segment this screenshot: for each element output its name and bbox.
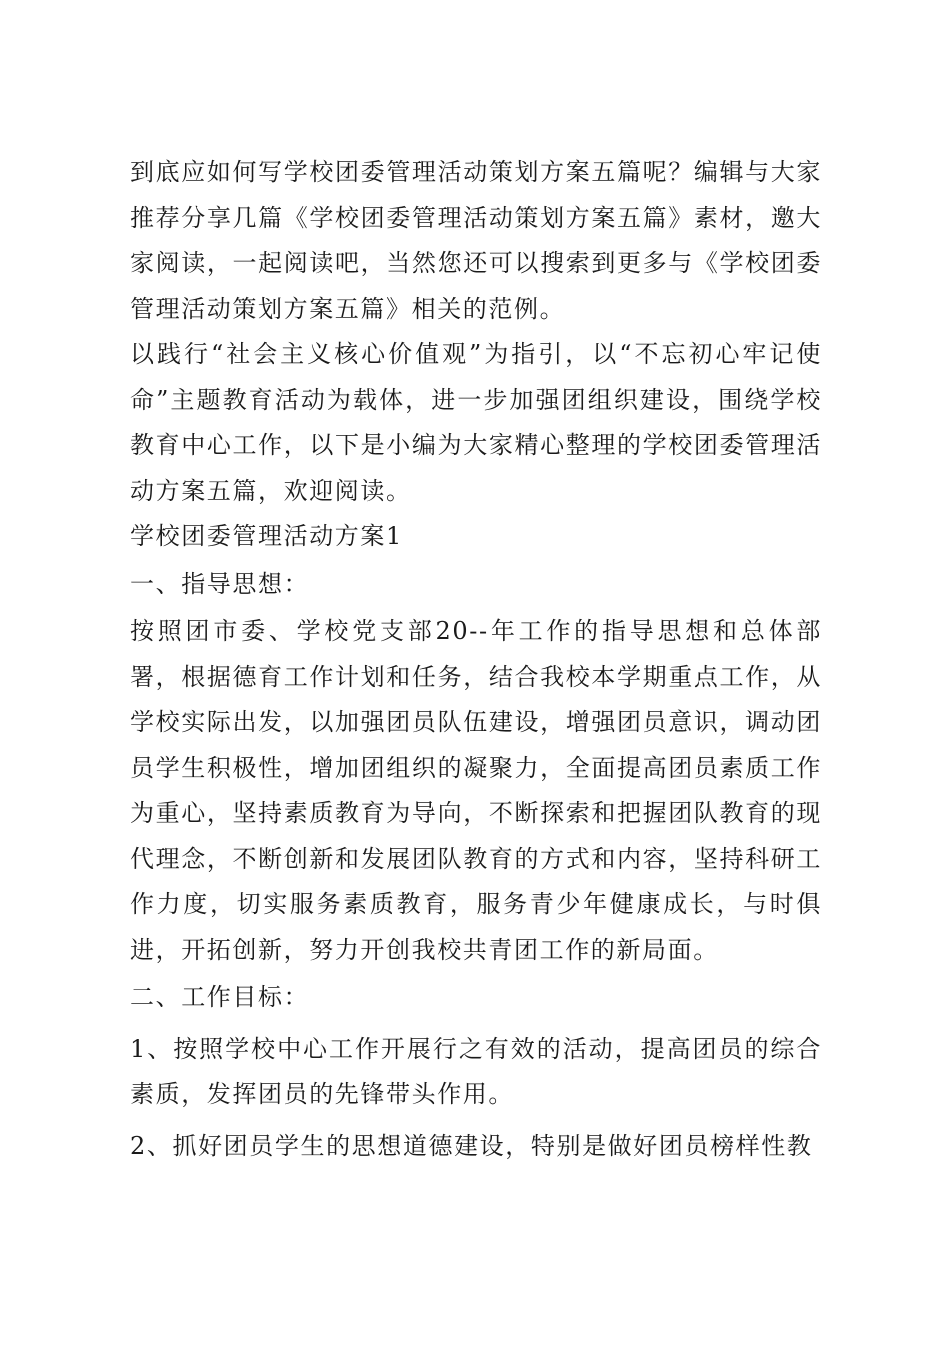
intro-paragraph: 到底应如何写学校团委管理活动策划方案五篇呢？编辑与大家推荐分享几篇《学校团委管理活动策划方案五篇》素材，邀大家阅读，一起阅读吧，当然您还可以搜索到更多与《学校团委管理活动策划方案五篇》相关的范例。	[130, 158, 822, 323]
summary-paragraph: 以践行“社会主义核心价值观”为指引，以“不忘初心牢记使命”主题教育活动为载体，进一步加强团组织建设，围绕学校教育中心工作，以下是小编为大家精心整理的学校团委管理活动方案五篇，欢迎阅读。	[130, 340, 822, 505]
heading-work-goals: 二、工作目标：	[130, 983, 310, 1011]
section-title: 学校团委管理活动方案1	[130, 522, 403, 550]
goal-item-1: 1、按照学校中心工作开展行之有效的活动，提高团员的综合素质，发挥团员的先锋带头作用。	[130, 1034, 822, 1108]
goal-item-2: 2、抓好团员学生的思想道德建设，特别是做好团员榜样性教	[130, 1131, 813, 1160]
guiding-ideology-paragraph: 按照团市委、学校党支部20--年工作的指导思想和总体部署，根据德育工作计划和任务，结合我校本学期重点工作，从学校实际出发，以加强团员队伍建设，增强团员意识，调动团员学生积极性，增加团组织的凝聚力，全面提高团员素质工作为重心，坚持素质教育为导向，不断探索和把握团队教育的现代理念，不断创新和发展团队教育的方式和内容，坚持科研工作力度，切实服务素质教育，服务青少年健康成长，与时俱进，开拓创新，努力开创我校共青团工作的新局面。	[130, 617, 822, 964]
heading-guiding-ideology: 一、指导思想：	[130, 569, 310, 598]
document-body	[130, 150, 822, 1169]
